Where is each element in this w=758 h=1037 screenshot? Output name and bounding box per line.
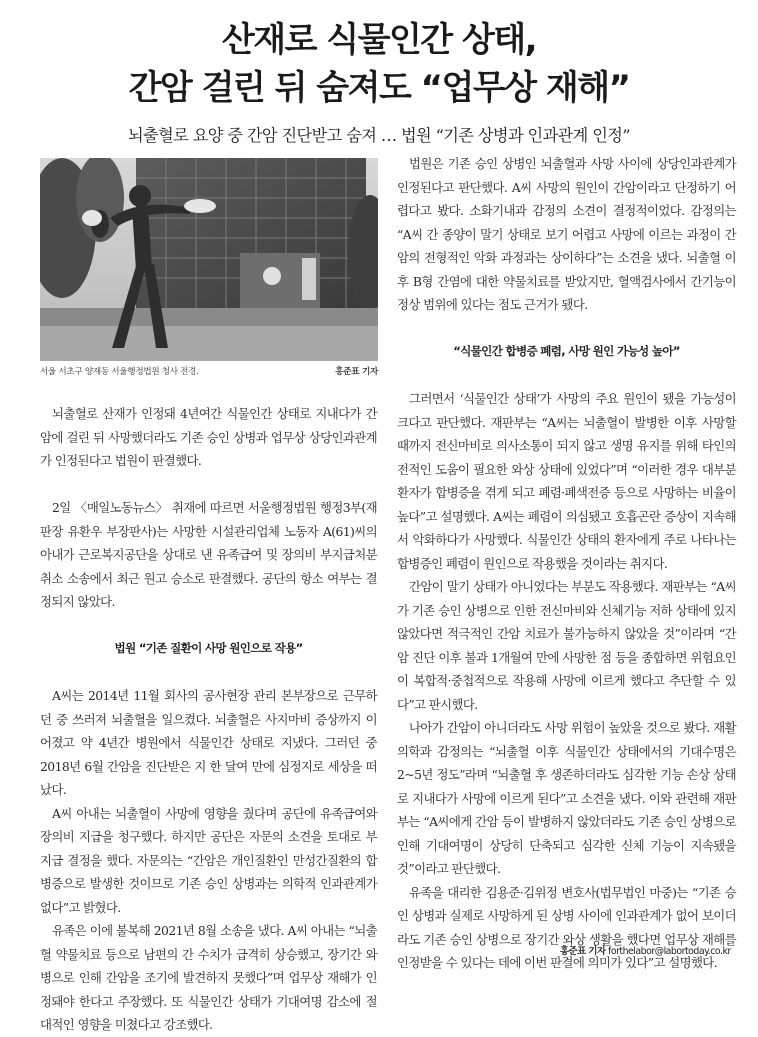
paragraph: A씨는 2014년 11월 회사의 공사현장 관리 본부장으로 근무하던 중 쓰러져 뇌출혈을 일으켰다. 뇌출혈은 사지마비 증상까지 이어졌고 약 4년간 병원에서 식물인간 상태로 지냈다. 그러던 중 2018년 6월 간암을 진단받은 지 한 달여 만에 심정지로 세상을 떠났다. [40, 688, 377, 797]
photo-caption-text: 서울 서초구 양재동 서울행정법원 청사 전경. [40, 367, 199, 377]
paragraph: A씨 아내는 뇌출혈이 사망에 영향을 줬다며 공단에 유족급여와 장의비 지급을 청구했다. 하지만 공단은 자문의 소견을 토대로 부지급 결정을 했다. 자문의는 “간암은 개인질환인 만성간질환의 합병증으로 발생한 것이므로 기존 승인 상병과는 의학적 인과관계가 없다”고 밝혔다. [40, 805, 377, 915]
section-subhead: “식물인간 합병증 폐렴, 사망 원인 가능성 높아” [453, 344, 680, 358]
photo-credit: 홍준표 기자 [335, 367, 378, 377]
headline-line-2: 간암 걸린 뒤 숨져도 “업무상 재해” [128, 68, 630, 108]
court-building-photo [40, 158, 378, 361]
paragraph: 그러면서 ‘식물인간 상태’가 사망의 주요 원인이 됐을 가능성이 크다고 판단했다. 재판부는 “A씨는 뇌출혈이 발병한 이후 사망할 때까지 전신마비로 의사소통이 되지 않고 생명 유지를 위해 타인의 전적인 도움이 필요한 와상 상태에 있었다”며 “이러한 경우 대부분 환자가 합병증을 겪게 되고 폐렴·폐색전증 등으로 사망하는 비율이 높다”고 설명했다. A씨는 폐렴이 의심됐고 호흡곤란 증상이 지속해서 악화하다가 사망했다. 식물인간 상태의 환자에게 주로 나타나는 합병증인 폐렴이 원인으로 작용했을 것이라는 취지다. [397, 391, 736, 571]
photo-caption [40, 365, 378, 377]
reporter-email: forthelabor@labortoday.co.kr [608, 946, 731, 957]
headline-line-1: 산재로 식물인간 상태, [221, 20, 537, 60]
subtitle: 뇌출혈로 요양 중 간암 진단받고 숨져 … 법원 “기존 상병과 인과관계 인정” [128, 126, 630, 145]
photo-illustration [40, 158, 378, 361]
paragraph: 간암이 말기 상태가 아니었다는 부분도 작용했다. 재판부는 “A씨가 기존 승인 상병으로 인한 전신마비와 신체기능 저하 상태에 있지 않았다면 적극적인 간암 치료가 불가능하지 않았을 것”이라며 “간암 진단 이후 불과 1개월여 만에 사망한 점 등을 종합하면 위험요인이 복합적·중첩적으로 작용해 사망에 이르게 했다고 추단할 수 있다”고 판시했다. [397, 579, 736, 712]
section-subhead: 법원 “기존 질환이 사망 원인으로 작용” [114, 641, 303, 655]
paragraph: 2일 〈매일노동뉴스〉 취재에 따르면 서울행정법원 행정3부(재판장 유환우 부장판사)는 사망한 시설관리업체 노동자 A(61)씨의 아내가 근로복지공단을 상대로 낸 유족급여 및 장의비 부지급처분취소 소송에서 최근 원고 승소로 판결했다. 공단의 항소 여부는 결정되지 않았다. [40, 500, 377, 609]
paragraph: 유족은 이에 불복해 2021년 8월 소송을 냈다. A씨 아내는 “뇌출혈 약물치료 등으로 남편의 간 수치가 급격히 상승했고, 장기간 와병으로 인해 간암을 조기에 발견하지 못했다”며 업무상 재해가 인정돼야 한다고 주장했다. 또 식물인간 상태가 기대여명 감소에 절대적인 영향을 미쳤다고 강조했다. [40, 923, 377, 1032]
paragraph: 뇌출혈로 산재가 인정돼 4년여간 식물인간 상태로 지내다가 간암에 걸린 뒤 사망했더라도 기존 승인 상병과 업무상 상당인과관계가 인정된다고 법원이 판결했다. [40, 406, 377, 468]
headline [0, 16, 758, 112]
right-column [397, 152, 736, 975]
paragraph: 나아가 간암이 아니더라도 사망 위험이 높았을 것으로 봤다. 재활의학과 감정의는 “뇌출혈 이후 식물인간 상태에서의 기대수명은 2~5년 정도”라며 “뇌출혈 후 생존하더라도 심각한 기능 손상 상태로 지내다가 사망에 이르게 된다”고 소견을 냈다. 이와 관련해 재판부는 “A씨에게 간암 등이 발병하지 않았더라도 기존 승인 상병으로 인해 기대여명이 상당히 단축되고 심각한 신체 기능이 지속됐을 것”이라고 판단했다. [397, 720, 736, 876]
byline [560, 943, 731, 957]
reporter-name: 홍준표 기자 [560, 946, 606, 957]
paragraph: 유족을 대리한 김용준·김위정 변호사(법무법인 마중)는 “기존 승인 상병과 실제로 사망하게 된 상병 사이에 인과관계가 없어 보이더라도 기존 승인 상병으로 장기간 와상 생활을 했다면 업무상 재해를 인정받을 수 있다는 데에 이번 판결에 의미가 있다”고 설명했다. [397, 884, 736, 970]
left-column [40, 402, 377, 1037]
paragraph: 법원은 기존 승인 상병인 뇌출혈과 사망 사이에 상당인과관계가 인정된다고 판단했다. A씨 사망의 원인이 간암이라고 단정하기 어렵다고 봤다. 소화기내과 감정의 소견이 결정적이었다. 감정의는 “A씨 간 종양이 말기 상태로 보기 어렵고 사망에 이르는 과정이 간암의 전형적인 악화 과정과는 상이하다”는 소견을 냈다. 뇌출혈 이후 B형 간염에 대한 약물치료를 받았지만, 혈액검사에서 간기능이 정상 범위에 있다는 점도 근거가 됐다. [397, 156, 736, 312]
